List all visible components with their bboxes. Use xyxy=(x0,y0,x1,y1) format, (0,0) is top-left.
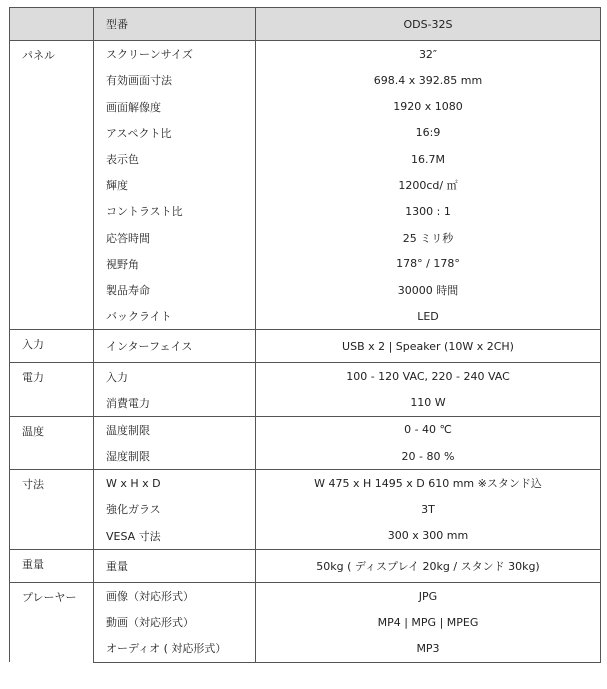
header-row xyxy=(10,8,601,41)
spec-value-cell: 16.7M xyxy=(256,146,601,172)
spec-row xyxy=(10,41,601,68)
spec-label-cell: 画像（対応形式） xyxy=(94,582,256,609)
spec-row xyxy=(10,330,601,363)
spec-value-cell: 100 - 120 VAC, 220 - 240 VAC xyxy=(256,363,601,390)
spec-label-cell: オーディオ ( 対応形式） xyxy=(94,635,256,662)
spec-label-cell: 湿度制限 xyxy=(106,450,150,464)
spec-label-cell: 製品寿命 xyxy=(106,283,150,297)
spec-row xyxy=(10,635,601,662)
spec-row xyxy=(10,523,601,550)
spec-label-cell: 応答時間 xyxy=(106,231,150,245)
spec-value-cell: 20 - 80 % xyxy=(256,443,601,470)
spec-label-cell: VESA 寸法 xyxy=(106,529,161,543)
spec-label-cell: インターフェイス xyxy=(94,330,256,363)
spec-row xyxy=(10,496,601,522)
spec-label-cell: 輝度 xyxy=(106,179,128,193)
spec-value-cell: 1300 : 1 xyxy=(256,198,601,224)
spec-value-cell: 50kg ( ディスプレイ 20kg / スタンド 30kg) xyxy=(256,549,601,582)
spec-row xyxy=(10,277,601,303)
spec-row xyxy=(10,303,601,330)
category-cell: 入力 xyxy=(10,330,94,363)
spec-value-cell: 1200cd/ ㎡ xyxy=(256,172,601,198)
spec-value-cell: 300 x 300 mm xyxy=(256,523,601,550)
spec-row xyxy=(10,443,601,470)
spec-label-cell: 視野角 xyxy=(106,257,139,271)
spec-label-cell: 動画（対応形式） xyxy=(106,616,194,630)
spec-value-cell: 110 W xyxy=(256,390,601,417)
spec-value-cell: 0 - 40 ℃ xyxy=(256,416,601,443)
spec-row xyxy=(10,363,601,390)
spec-row xyxy=(10,549,601,582)
spec-label-cell: 強化ガラス xyxy=(106,503,161,517)
spec-label-cell: スクリーンサイズ xyxy=(94,41,256,68)
spec-row xyxy=(10,146,601,172)
spec-value-cell: MP4 | MPG | MPEG xyxy=(256,609,601,635)
spec-label-cell: 有効画面寸法 xyxy=(106,74,172,88)
spec-value-cell: 25 ミリ秒 xyxy=(256,225,601,251)
spec-row xyxy=(10,172,601,198)
spec-value-cell: 698.4 x 392.85 mm xyxy=(256,67,601,93)
spec-value-cell: USB x 2 | Speaker (10W x 2CH) xyxy=(256,330,601,363)
header-category-cell xyxy=(10,8,94,41)
spec-label-cell: W x H x D xyxy=(94,470,256,497)
spec-row xyxy=(10,120,601,146)
spec-row xyxy=(10,609,601,635)
spec-value-cell: 1920 x 1080 xyxy=(256,94,601,120)
spec-value-cell: LED xyxy=(256,303,601,330)
spec-row xyxy=(10,67,601,93)
spec-table xyxy=(9,7,601,663)
spec-label-cell: 表示色 xyxy=(106,153,139,167)
spec-value-cell: 32″ xyxy=(256,41,601,68)
spec-row xyxy=(10,416,601,443)
category-cell: 温度 xyxy=(10,416,94,469)
spec-label-cell: コントラスト比 xyxy=(106,205,183,219)
spec-value-cell: 30000 時間 xyxy=(256,277,601,303)
category-cell: 電力 xyxy=(10,363,94,416)
spec-row xyxy=(10,251,601,277)
spec-label-cell: 重量 xyxy=(94,549,256,582)
category-cell: プレーヤー xyxy=(10,582,94,662)
header-value-cell: ODS-32S xyxy=(256,8,601,41)
spec-value-cell: 16:9 xyxy=(256,120,601,146)
spec-value-cell: 178° / 178° xyxy=(256,251,601,277)
spec-value-cell: 3T xyxy=(256,496,601,522)
header-label-cell: 型番 xyxy=(94,8,256,41)
spec-row xyxy=(10,225,601,251)
category-cell: 寸法 xyxy=(10,470,94,550)
spec-label-cell: 温度制限 xyxy=(94,416,256,443)
spec-value-cell: MP3 xyxy=(256,635,601,662)
spec-row xyxy=(10,390,601,417)
category-cell: 重量 xyxy=(10,549,94,582)
spec-row xyxy=(10,94,601,120)
spec-value-cell: W 475 x H 1495 x D 610 mm ※スタンド込 xyxy=(256,470,601,497)
spec-label-cell: 入力 xyxy=(94,363,256,390)
category-cell: パネル xyxy=(10,41,94,330)
spec-row xyxy=(10,582,601,609)
spec-label-cell: アスペクト比 xyxy=(106,126,172,140)
spec-label-cell: 画面解像度 xyxy=(106,100,161,114)
spec-row xyxy=(10,470,601,497)
spec-row xyxy=(10,198,601,224)
spec-label-cell: バックライト xyxy=(106,310,172,324)
spec-value-cell: JPG xyxy=(256,582,601,609)
spec-label-cell: 消費電力 xyxy=(106,396,150,410)
